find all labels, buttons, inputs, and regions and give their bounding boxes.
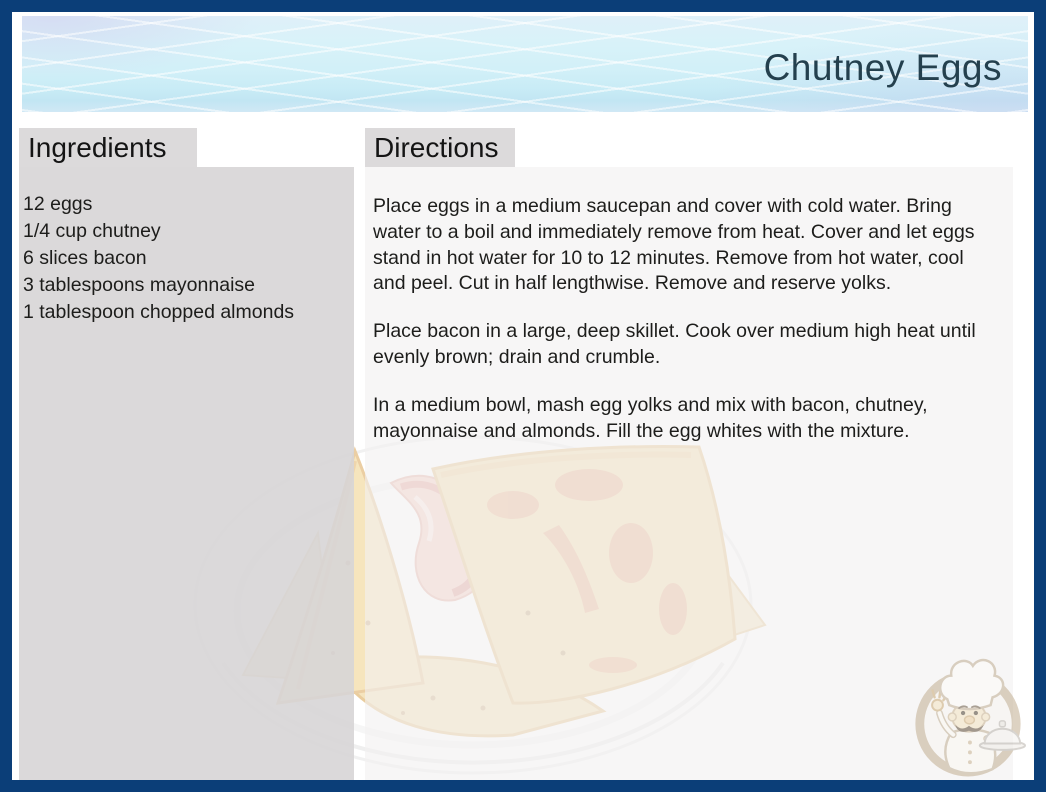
ingredient-item: 3 tablespoons mayonnaise — [23, 274, 255, 296]
ingredients-heading — [19, 128, 197, 167]
direction-paragraph: In a medium bowl, mash egg yolks and mix with bacon, chutney, mayonnaise and almonds. Fill the egg whites with the mixture. — [373, 393, 928, 442]
directions-text — [373, 194, 995, 444]
ingredients-panel — [19, 167, 354, 780]
ingredient-item: 1/4 cup chutney — [23, 220, 161, 242]
direction-paragraph: Place eggs in a medium saucepan and cover with cold water. Bring water to a boil and immediately remove from heat. Cover and let eggs stand in hot water for 10 to 12 minutes. Remove from hot water, cool and peel. Cut in half lengthwise. Remove and reserve yolks. — [373, 195, 975, 295]
ingredient-item: 6 slices bacon — [23, 247, 147, 269]
ingredients-heading-label: Ingredients — [28, 132, 167, 163]
page-inner — [12, 12, 1034, 780]
directions-heading-label: Directions — [374, 132, 499, 163]
chef-watermark-icon — [908, 648, 1026, 780]
directions-heading — [365, 128, 515, 167]
ingredients-list — [23, 191, 348, 326]
ingredient-item: 1 tablespoon chopped almonds — [23, 301, 295, 323]
direction-paragraph: Place bacon in a large, deep skillet. Cook over medium high heat until evenly brown; drain and crumble. — [373, 320, 976, 368]
page-title: Chutney Eggs — [763, 47, 1002, 88]
header-banner — [22, 16, 1028, 112]
ingredient-item: 12 eggs — [23, 193, 93, 215]
